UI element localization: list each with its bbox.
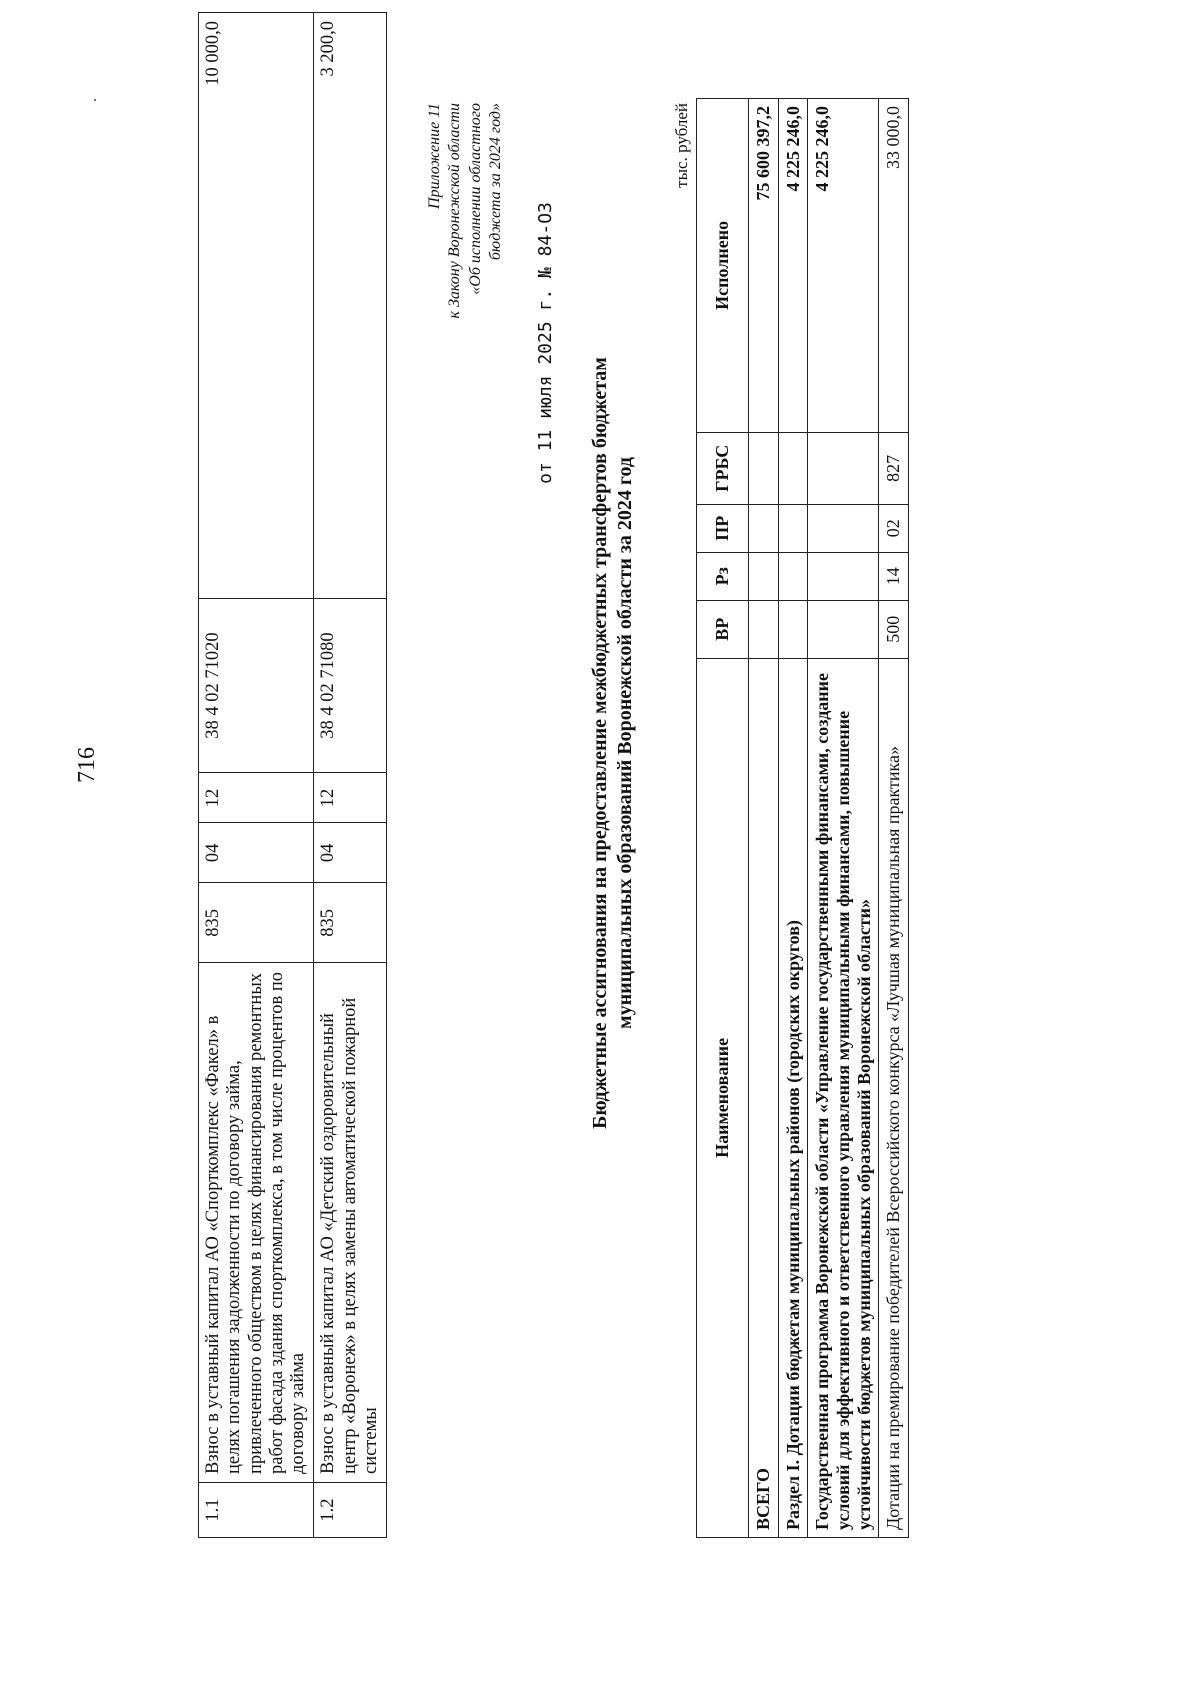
table-row [879,99,909,1538]
header-vr: ВР [697,600,749,658]
row-name: Взнос в уставный капитал АО «Детский оздоровительный центр «Воронеж» в целях замены автоматической пожарной системы [314,963,387,1483]
row-grbs [778,432,808,504]
appendix-law-title: «Об исполнении областного [466,103,484,295]
row-vr [749,600,779,658]
title-line-2: муниципальных образований Воронежской области за 2024 год [614,456,636,1030]
row-vr [808,600,879,658]
row-amount: 10 000,0 [199,13,314,599]
row-done: 75 600 397,2 [749,99,779,433]
row-grbs: 835 [199,883,314,963]
row-pr: 12 [199,773,314,823]
row-pr [808,504,879,552]
units-label: тыс. рублей [672,103,691,188]
table-title [588,233,638,1253]
row-rz [808,552,879,600]
row-rz [749,552,779,600]
row-number: 1.2 [314,1483,387,1538]
row-vr [778,600,808,658]
row-rz [778,552,808,600]
row-name: Взнос в уставный капитал АО «Спорткомплекс «Факел» в целях погашения задолженности по договору займа, привлеченного обществом в целях финансирования ремонтных работ фасада здания спорткомплекса, в том числе процентов по договору займа [199,963,314,1483]
table-row [199,13,314,1538]
appendix-law: к Закону Воронежской области [446,103,464,319]
row-grbs [808,432,879,504]
row-name: ВСЕГО [749,658,779,1537]
table-row-total [749,99,779,1538]
scan-speck [94,99,96,101]
law-date-number: от 11 июля 2025 г. № 84-ОЗ [535,202,556,484]
appendix-law-title-cont: бюджета за 2024 год» [487,103,505,261]
row-pr: 12 [314,773,387,823]
transfers-table [696,98,909,1538]
header-rz: Рз [697,552,749,600]
row-amount: 3 200,0 [314,13,387,599]
appendix-header [425,103,507,603]
row-done: 33 000,0 [879,99,909,433]
row-number: 1.1 [199,1483,314,1538]
row-name: Дотации на премирование победителей Всероссийского конкурса «Лучшая муниципальная практика» [879,658,909,1537]
header-pr: ПР [697,504,749,552]
row-csr: 38 4 02 71080 [314,598,387,773]
row-pr [778,504,808,552]
continued-table [198,12,387,1538]
table-row [314,13,387,1538]
row-done: 4 225 246,0 [808,99,879,433]
table-row-section [778,99,808,1538]
title-line-1: Бюджетные ассигнования на предоставление межбюджетных трансфертов бюджетам [589,357,611,1129]
row-csr: 38 4 02 71020 [199,598,314,773]
appendix-number: Приложение 11 [426,103,443,209]
table-header-row [697,99,749,1538]
row-rz: 14 [879,552,909,600]
row-name: Раздел I. Дотации бюджетам муниципальных районов (городских округов) [778,658,808,1537]
row-grbs [749,432,779,504]
row-vr: 500 [879,600,909,658]
row-rz: 04 [314,823,387,883]
row-done: 4 225 246,0 [778,99,808,433]
row-grbs: 827 [879,432,909,504]
header-name: Наименование [697,658,749,1537]
row-grbs: 835 [314,883,387,963]
row-pr: 02 [879,504,909,552]
header-grbs: ГРБС [697,432,749,504]
row-name: Государственная программа Воронежской области «Управление государственными финансами, создание условий для эффективного и ответственного управления муниципальными финансами, повышение устойчивости бюджетов муниципальных образований Воронежской области» [808,658,879,1537]
row-rz: 04 [199,823,314,883]
page-number: 716 [74,747,100,783]
table-row-program [808,99,879,1538]
row-pr [749,504,779,552]
header-done: Исполнено [697,99,749,433]
